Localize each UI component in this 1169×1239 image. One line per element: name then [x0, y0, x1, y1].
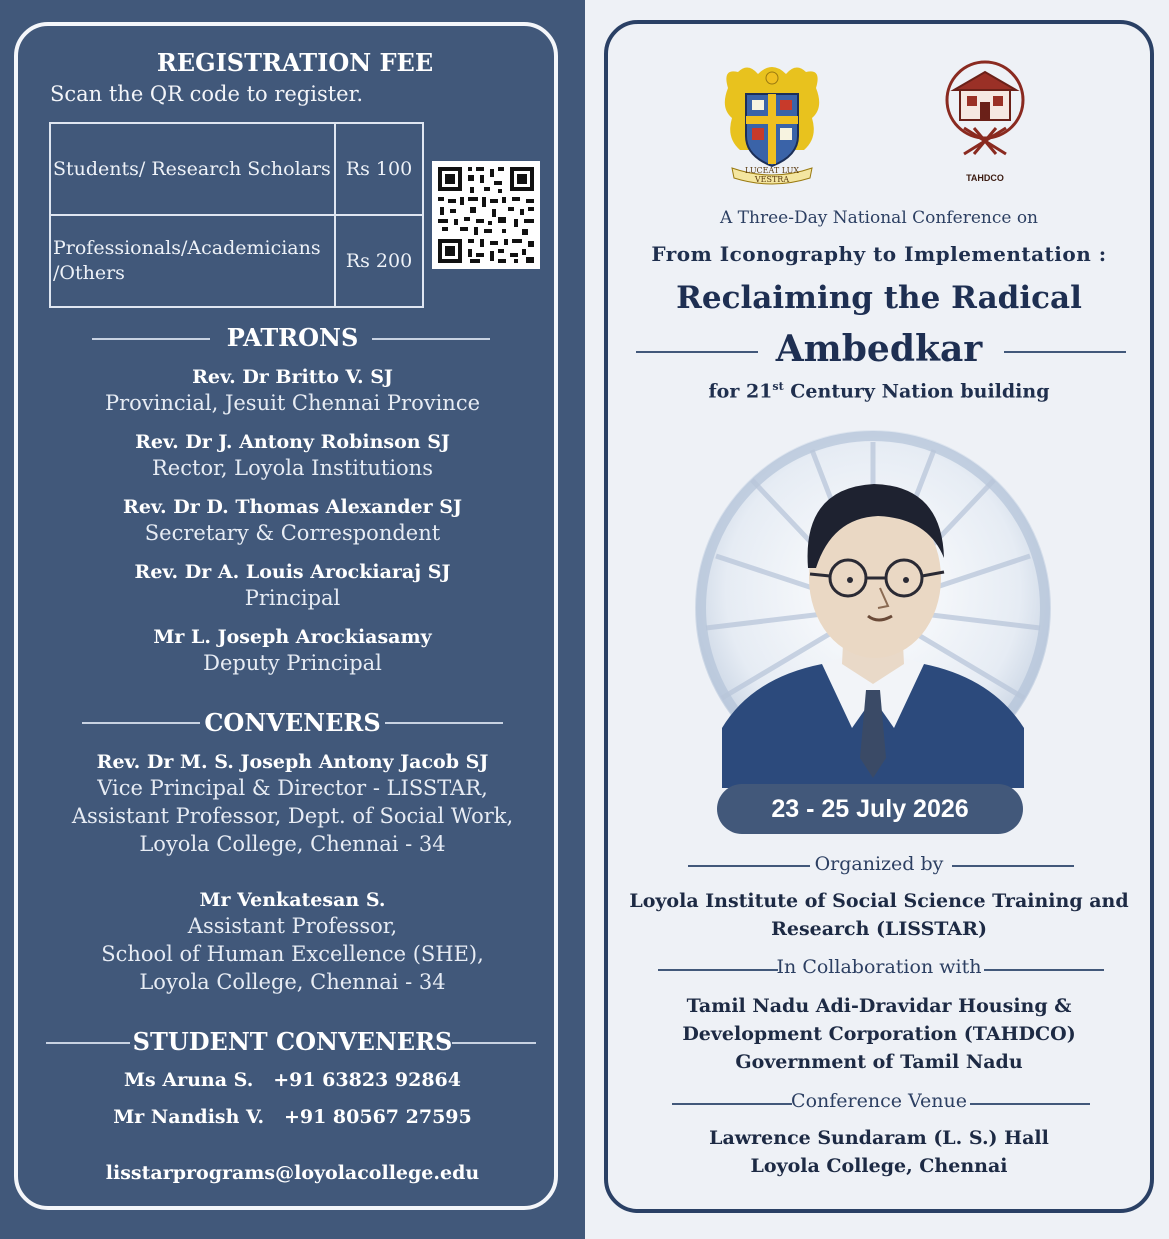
fee-amount: Rs 200	[335, 215, 423, 307]
collaboration-label: In Collaboration with	[776, 956, 982, 978]
registration-title: REGISTRATION FEE	[156, 48, 434, 77]
conference-title-line2: Reclaiming the Radical	[676, 280, 1082, 316]
qr-code-icon[interactable]	[432, 161, 540, 269]
patron-role: Deputy Principal	[203, 651, 382, 675]
convener-line: Assistant Professor,	[187, 914, 398, 938]
convener-line: Loyola College, Chennai - 34	[139, 970, 446, 994]
conveners-heading: CONVENERS	[204, 708, 381, 737]
qr-code-graphic	[432, 161, 540, 269]
collaborator-line: Tamil Nadu Adi-Dravidar Housing &	[686, 995, 1072, 1017]
patron-name: Rev. Dr Britto V. SJ	[192, 366, 393, 388]
patrons-heading: PATRONS	[226, 323, 359, 352]
student-convener-row	[0, 1106, 585, 1128]
convener-name: Rev. Dr M. S. Joseph Antony Jacob SJ	[96, 751, 489, 773]
table-row	[50, 123, 423, 215]
patron-role: Secretary & Correspondent	[144, 521, 441, 545]
tahdco-label: TAHDCO	[966, 173, 1004, 183]
convener-line: Assistant Professor, Dept. of Social Work,	[71, 804, 514, 828]
student-conveners-heading: STUDENT CONVENERS	[132, 1027, 453, 1056]
student-convener-name: Ms Aruna S.	[124, 1069, 254, 1091]
fee-amount: Rs 100	[335, 123, 423, 215]
convener-line: Loyola College, Chennai - 34	[139, 832, 446, 856]
venue-label: Conference Venue	[791, 1090, 967, 1112]
patron-name: Mr L. Joseph Arockiasamy	[153, 626, 432, 648]
collaborator-line: Development Corporation (TAHDCO)	[682, 1023, 1076, 1045]
conference-subtitle	[604, 380, 1154, 402]
patron-role: Principal	[244, 586, 341, 610]
ambedkar-portrait-icon	[692, 428, 1054, 788]
crest-motto: LUCEAT LUX VESTRA	[744, 166, 800, 184]
student-convener-phone[interactable]: +91 80567 27595	[283, 1106, 472, 1128]
subtitle-post: Century Nation building	[783, 380, 1050, 403]
conference-intro: A Three-Day National Conference on	[719, 208, 1039, 228]
patron-name: Rev. Dr A. Louis Arockiaraj SJ	[134, 561, 451, 583]
fee-category: Students/ Research Scholars	[50, 123, 335, 215]
organizer-line: Research (LISSTAR)	[771, 918, 987, 940]
contact-email-link[interactable]: lisstarprograms@loyolacollege.edu	[105, 1162, 480, 1184]
fee-category: Professionals/Academicians /Others	[50, 215, 335, 307]
convener-line: School of Human Excellence (SHE),	[101, 942, 484, 966]
organized-by-label: Organized by	[814, 853, 944, 875]
venue-line: Loyola College, Chennai	[750, 1155, 1008, 1177]
subtitle-pre: for 21	[708, 380, 773, 403]
convener-name: Mr Venkatesan S.	[199, 889, 386, 911]
organizer-line: Loyola Institute of Social Science Training and	[629, 890, 1129, 912]
conference-title-line3: Ambedkar	[775, 328, 983, 370]
registration-subtitle: Scan the QR code to register.	[50, 82, 364, 106]
subtitle-sup: st	[772, 380, 784, 393]
fee-table	[49, 122, 424, 308]
patron-role: Rector, Loyola Institutions	[152, 456, 433, 480]
student-convener-phone[interactable]: +91 63823 92864	[273, 1069, 461, 1091]
student-convener-name: Mr Nandish V.	[113, 1106, 265, 1128]
collaborator-line: Government of Tamil Nadu	[735, 1051, 1023, 1073]
conference-title-line1: From Iconography to Implementation :	[651, 242, 1107, 266]
conference-dates-badge: 23 - 25 July 2026	[717, 784, 1023, 834]
patron-name: Rev. Dr J. Antony Robinson SJ	[135, 431, 450, 453]
tahdco-logo-icon	[940, 58, 1030, 170]
convener-line: Vice Principal & Director - LISSTAR,	[97, 776, 488, 800]
student-convener-row	[0, 1069, 585, 1091]
patron-role: Provincial, Jesuit Chennai Province	[104, 391, 481, 415]
venue-line: Lawrence Sundaram (L. S.) Hall	[709, 1127, 1049, 1149]
table-row	[50, 215, 423, 307]
patron-name: Rev. Dr D. Thomas Alexander SJ	[123, 496, 462, 518]
